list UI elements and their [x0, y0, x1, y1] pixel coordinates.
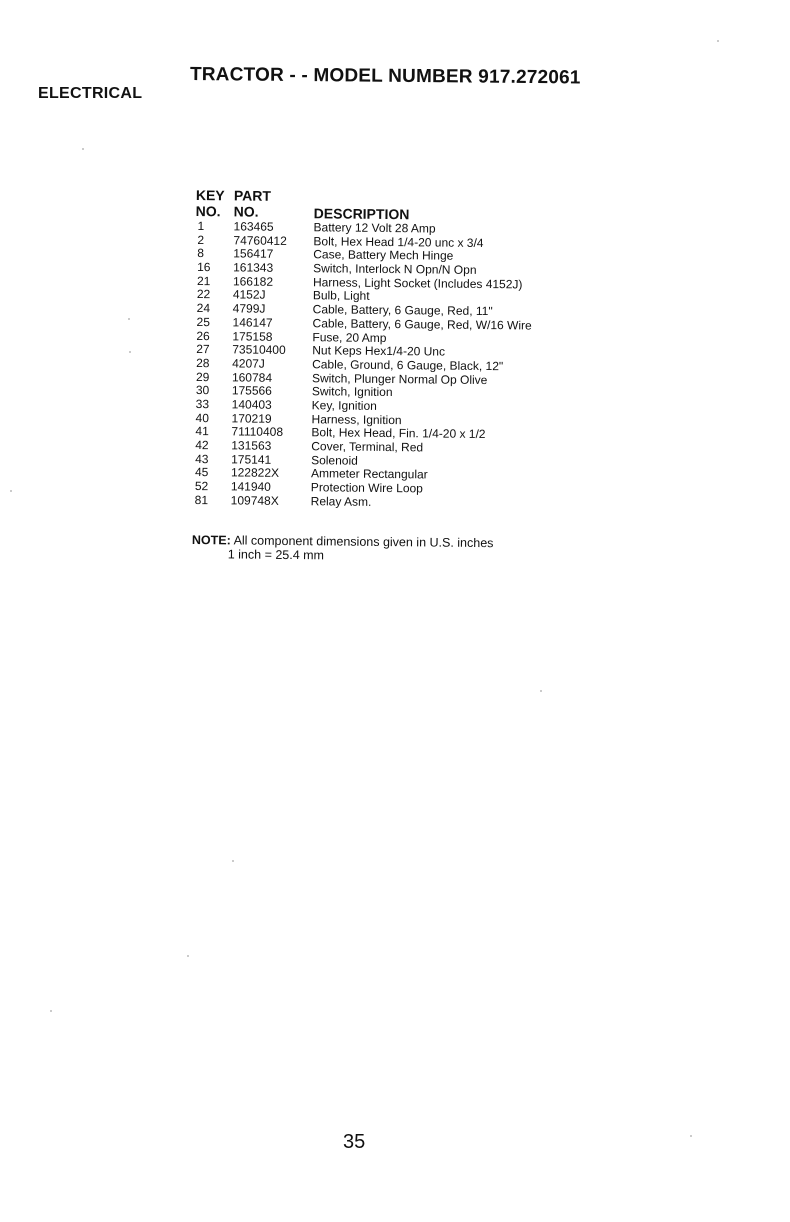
description: Cover, Terminal, Red [311, 439, 424, 455]
part-number: 166182 [232, 274, 274, 289]
key-number: 8 [197, 246, 205, 261]
key-number: 25 [196, 314, 211, 329]
description: Nut Keps Hex1/4-20 Unc [312, 343, 446, 359]
part-number: 161343 [233, 260, 274, 275]
key-number: 21 [196, 273, 211, 288]
description: Key, Ignition [311, 398, 377, 413]
key-number: 42 [195, 438, 209, 453]
part-header-line2: NO. [233, 203, 259, 220]
part-number: 170219 [231, 411, 272, 426]
description: Cable, Ground, 6 Gauge, Black, 12" [312, 357, 504, 374]
description-header: DESCRIPTION [313, 205, 410, 223]
key-number: 2 [197, 232, 205, 247]
key-number: 33 [195, 396, 210, 412]
key-number: 52 [194, 479, 209, 494]
part-number: 141940 [230, 479, 271, 494]
key-number: 45 [194, 465, 209, 480]
key-number: 29 [195, 369, 210, 384]
part-number: 109748X [230, 493, 279, 508]
key-number: 22 [196, 287, 211, 302]
part-header-line1: PART [233, 187, 272, 204]
part-number: 156417 [233, 246, 274, 262]
part-number: 175158 [232, 328, 273, 344]
note-text: All component dimensions given in U.S. inches [233, 533, 494, 551]
part-number: 4207J [232, 356, 265, 371]
key-number: 16 [197, 260, 211, 275]
key-number: 43 [195, 451, 209, 466]
note-label: NOTE: [191, 533, 231, 548]
parts-table [193, 186, 532, 509]
description: Bulb, Light [312, 288, 370, 304]
key-number: 41 [195, 424, 209, 439]
key-number: 26 [196, 328, 210, 343]
part-number: 146147 [232, 315, 273, 330]
part-number: 71110408 [231, 424, 284, 440]
part-number: 4152J [232, 287, 266, 303]
description: Case, Battery Mech Hinge [313, 247, 454, 264]
page-title: TRACTOR - - MODEL NUMBER 917.272061 [189, 64, 581, 89]
description: Switch, Ignition [311, 384, 393, 400]
key-number: 28 [196, 355, 210, 371]
note [192, 533, 494, 564]
parts-table-body [193, 219, 532, 509]
key-header-line2: NO. [195, 202, 221, 220]
key-number: 24 [196, 301, 211, 316]
part-number: 163465 [233, 219, 274, 234]
key-header-line1: KEY [195, 186, 225, 204]
key-number: 40 [195, 410, 210, 425]
part-number: 74760412 [233, 233, 287, 248]
part-number: 122822X [230, 465, 280, 481]
description: Cable, Battery, 6 Gauge, Red, W/16 Wire [312, 316, 532, 333]
description: Protection Wire Loop [310, 480, 423, 496]
key-number: 81 [194, 492, 209, 507]
description: Switch, Interlock N Opn/N Opn [313, 261, 477, 278]
description: Bolt, Hex Head, Fin. 1/4-20 x 1/2 [311, 425, 486, 442]
description: Harness, Light Socket (Includes 4152J) [312, 274, 523, 292]
description: Switch, Plunger Normal Op Olive [311, 370, 488, 387]
part-number: 131563 [231, 438, 272, 453]
description: Battery 12 Volt 28 Amp [313, 220, 436, 236]
key-number: 1 [197, 219, 205, 234]
section-label: ELECTRICAL [38, 85, 143, 102]
description: Ammeter Rectangular [310, 466, 428, 482]
note-conversion: 1 inch = 25.4 mm [227, 547, 325, 563]
part-number: 175566 [231, 383, 272, 399]
part-number: 140403 [231, 397, 272, 412]
description: Relay Asm. [310, 493, 372, 509]
description: Solenoid [311, 452, 358, 468]
description: Cable, Battery, 6 Gauge, Red, 11" [312, 302, 493, 319]
description: Fuse, 20 Amp [312, 329, 387, 345]
part-number: 4799J [232, 301, 266, 316]
description: Bolt, Hex Head 1/4-20 unc x 3/4 [313, 233, 484, 250]
description: Harness, Ignition [311, 411, 402, 427]
part-number: 160784 [231, 369, 273, 385]
part-number: 73510400 [232, 342, 286, 358]
page-number: 35 [343, 1131, 366, 1153]
part-number: 175141 [231, 452, 272, 467]
key-number: 27 [196, 342, 210, 357]
key-number: 30 [195, 383, 210, 398]
